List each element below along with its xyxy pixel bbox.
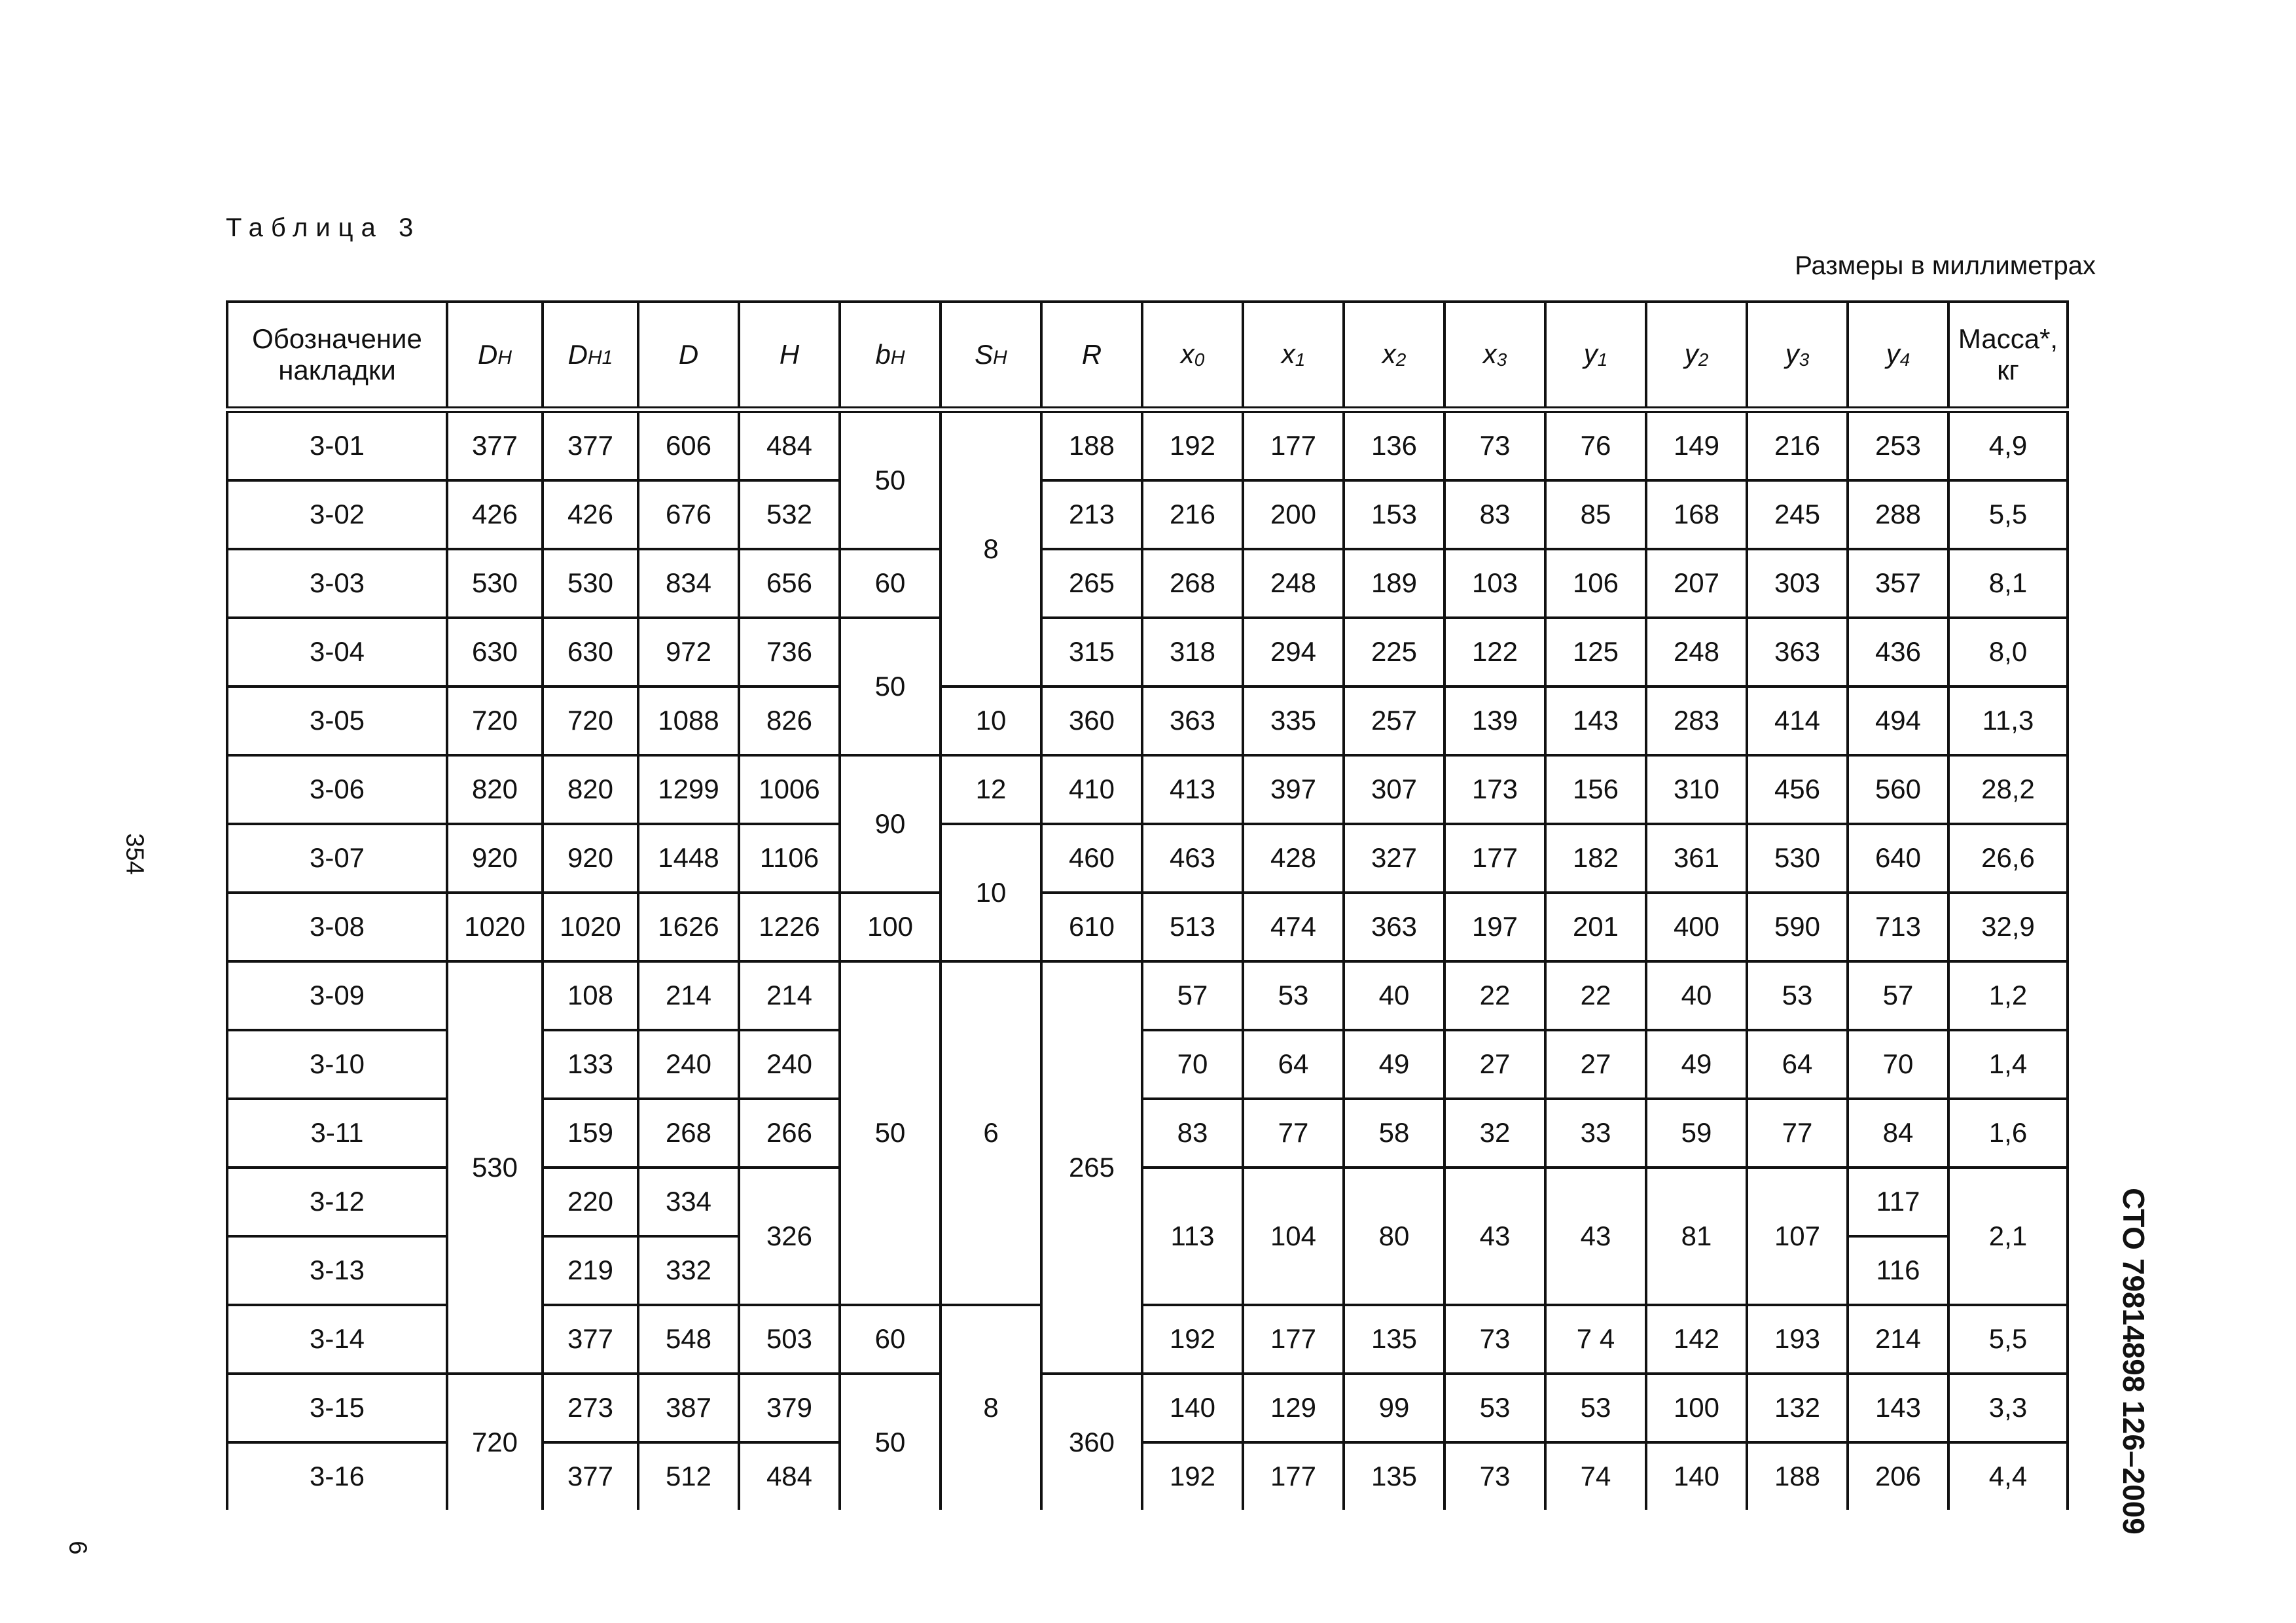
table-caption: Таблица 3 xyxy=(226,213,422,242)
table-row xyxy=(227,687,2068,755)
cell-Dn: 426 xyxy=(447,480,543,549)
cell-x3: 53 xyxy=(1444,1374,1545,1442)
cell-Dn1: 133 xyxy=(543,1030,638,1099)
cell-x1: 77 xyxy=(1243,1099,1344,1168)
header-Dn: DН xyxy=(447,302,543,410)
cell-R: 265 xyxy=(1041,549,1142,618)
cell-R: 410 xyxy=(1041,755,1142,824)
cell-designation: 3-02 xyxy=(227,480,447,549)
cell-bn: 100 xyxy=(840,893,941,961)
header-Sn: SН xyxy=(941,302,1041,410)
header-H: H xyxy=(739,302,840,410)
header-x3: x3 xyxy=(1444,302,1545,410)
cell-x0: 57 xyxy=(1142,961,1243,1030)
cell-y3: 132 xyxy=(1747,1374,1848,1442)
cell-y3: 53 xyxy=(1747,961,1848,1030)
cell-H: 532 xyxy=(739,480,840,549)
cell-Dn: 720 xyxy=(447,1374,543,1510)
cell-Dn1: 920 xyxy=(543,824,638,893)
cell-Dn1: 426 xyxy=(543,480,638,549)
cell-R: 265 xyxy=(1041,961,1142,1374)
cell-x2: 327 xyxy=(1344,824,1444,893)
cell-designation: 3-15 xyxy=(227,1374,447,1442)
cell-H: 656 xyxy=(739,549,840,618)
cell-y4: 253 xyxy=(1848,410,1948,480)
sheet-number: 6 xyxy=(63,1541,92,1555)
header-x0: x0 xyxy=(1142,302,1243,410)
cell-y1: 143 xyxy=(1545,687,1646,755)
cell-x2: 307 xyxy=(1344,755,1444,824)
cell-y2: 81 xyxy=(1646,1168,1747,1305)
cell-y2: 283 xyxy=(1646,687,1747,755)
cell-x2: 99 xyxy=(1344,1374,1444,1442)
cell-x0: 140 xyxy=(1142,1374,1243,1442)
cell-y1: 53 xyxy=(1545,1374,1646,1442)
cell-H: 736 xyxy=(739,618,840,687)
cell-y3: 193 xyxy=(1747,1305,1848,1374)
table-row xyxy=(227,618,2068,687)
cell-y1: 85 xyxy=(1545,480,1646,549)
cell-H: 503 xyxy=(739,1305,840,1374)
cell-x1: 177 xyxy=(1243,1305,1344,1374)
cell-y4: 640 xyxy=(1848,824,1948,893)
cell-x1: 104 xyxy=(1243,1168,1344,1305)
cell-D: 972 xyxy=(638,618,739,687)
header-bn: bН xyxy=(840,302,941,410)
cell-y2: 59 xyxy=(1646,1099,1747,1168)
cell-y1: 33 xyxy=(1545,1099,1646,1168)
cell-D: 1448 xyxy=(638,824,739,893)
cell-x0: 268 xyxy=(1142,549,1243,618)
cell-designation: 3-01 xyxy=(227,410,447,480)
cell-x3: 173 xyxy=(1444,755,1545,824)
cell-Dn1: 219 xyxy=(543,1236,638,1305)
cell-x1: 53 xyxy=(1243,961,1344,1030)
cell-bn: 50 xyxy=(840,961,941,1305)
cell-y1: 182 xyxy=(1545,824,1646,893)
cell-y1: 74 xyxy=(1545,1442,1646,1510)
cell-x3: 27 xyxy=(1444,1030,1545,1099)
cell-designation: 3-04 xyxy=(227,618,447,687)
cell-y3: 216 xyxy=(1747,410,1848,480)
cell-y4: 117 xyxy=(1848,1168,1948,1236)
cell-H: 1006 xyxy=(739,755,840,824)
cell-y4: 84 xyxy=(1848,1099,1948,1168)
cell-mass: 5,5 xyxy=(1948,1305,2068,1374)
cell-mass: 1,6 xyxy=(1948,1099,2068,1168)
cell-x3: 73 xyxy=(1444,1442,1545,1510)
cell-y2: 142 xyxy=(1646,1305,1747,1374)
cell-x1: 474 xyxy=(1243,893,1344,961)
cell-designation: 3-05 xyxy=(227,687,447,755)
cell-D: 1299 xyxy=(638,755,739,824)
cell-R: 213 xyxy=(1041,480,1142,549)
table-row xyxy=(227,549,2068,618)
cell-designation: 3-03 xyxy=(227,549,447,618)
cell-y4: 436 xyxy=(1848,618,1948,687)
cell-y3: 414 xyxy=(1747,687,1848,755)
cell-bn: 50 xyxy=(840,618,941,755)
cell-x3: 73 xyxy=(1444,1305,1545,1374)
cell-x2: 136 xyxy=(1344,410,1444,480)
cell-Sn: 8 xyxy=(941,410,1041,687)
cell-x2: 135 xyxy=(1344,1442,1444,1510)
cell-R: 610 xyxy=(1041,893,1142,961)
cell-Dn: 377 xyxy=(447,410,543,480)
cell-H: 266 xyxy=(739,1099,840,1168)
cell-D: 268 xyxy=(638,1099,739,1168)
cell-x1: 294 xyxy=(1243,618,1344,687)
cell-designation: 3-16 xyxy=(227,1442,447,1510)
header-Dn1: DН1 xyxy=(543,302,638,410)
cell-Dn: 530 xyxy=(447,549,543,618)
cell-y1: 7 4 xyxy=(1545,1305,1646,1374)
cell-designation: 3-07 xyxy=(227,824,447,893)
dimensions-table xyxy=(226,300,2069,1510)
cell-D: 512 xyxy=(638,1442,739,1510)
cell-y1: 106 xyxy=(1545,549,1646,618)
cell-D: 240 xyxy=(638,1030,739,1099)
cell-H: 484 xyxy=(739,1442,840,1510)
table-header-row xyxy=(227,302,2068,410)
cell-y2: 140 xyxy=(1646,1442,1747,1510)
cell-designation: 3-14 xyxy=(227,1305,447,1374)
cell-Dn: 530 xyxy=(447,961,543,1374)
cell-y4: 57 xyxy=(1848,961,1948,1030)
table-row xyxy=(227,410,2068,480)
cell-y4: 70 xyxy=(1848,1030,1948,1099)
cell-designation: 3-13 xyxy=(227,1236,447,1305)
cell-bn: 50 xyxy=(840,1374,941,1510)
cell-Dn1: 377 xyxy=(543,410,638,480)
cell-x2: 80 xyxy=(1344,1168,1444,1305)
cell-D: 1626 xyxy=(638,893,739,961)
cell-y3: 64 xyxy=(1747,1030,1848,1099)
cell-x1: 64 xyxy=(1243,1030,1344,1099)
cell-Dn1: 159 xyxy=(543,1099,638,1168)
table-row xyxy=(227,1374,2068,1442)
cell-y1: 76 xyxy=(1545,410,1646,480)
cell-D: 387 xyxy=(638,1374,739,1442)
cell-x3: 32 xyxy=(1444,1099,1545,1168)
cell-y4: 560 xyxy=(1848,755,1948,824)
cell-designation: 3-10 xyxy=(227,1030,447,1099)
cell-Dn1: 630 xyxy=(543,618,638,687)
cell-H: 214 xyxy=(739,961,840,1030)
cell-y2: 310 xyxy=(1646,755,1747,824)
cell-Dn: 1020 xyxy=(447,893,543,961)
cell-x2: 135 xyxy=(1344,1305,1444,1374)
cell-mass: 2,1 xyxy=(1948,1168,2068,1305)
cell-mass: 26,6 xyxy=(1948,824,2068,893)
cell-designation: 3-08 xyxy=(227,893,447,961)
cell-x0: 83 xyxy=(1142,1099,1243,1168)
cell-mass: 3,3 xyxy=(1948,1374,2068,1442)
cell-Dn: 920 xyxy=(447,824,543,893)
cell-x1: 335 xyxy=(1243,687,1344,755)
cell-y1: 125 xyxy=(1545,618,1646,687)
cell-D: 834 xyxy=(638,549,739,618)
cell-y3: 245 xyxy=(1747,480,1848,549)
cell-H: 826 xyxy=(739,687,840,755)
header-y1: y1 xyxy=(1545,302,1646,410)
header-designation: Обозначение накладки xyxy=(227,302,447,410)
cell-H: 1106 xyxy=(739,824,840,893)
cell-y3: 363 xyxy=(1747,618,1848,687)
table-row xyxy=(227,824,2068,893)
cell-y2: 40 xyxy=(1646,961,1747,1030)
cell-designation: 3-12 xyxy=(227,1168,447,1236)
cell-x3: 22 xyxy=(1444,961,1545,1030)
cell-mass: 8,1 xyxy=(1948,549,2068,618)
table-row xyxy=(227,755,2068,824)
cell-y2: 207 xyxy=(1646,549,1747,618)
document-code: СТО 79814898 126–2009 xyxy=(2117,1188,2151,1535)
cell-y1: 201 xyxy=(1545,893,1646,961)
cell-y1: 27 xyxy=(1545,1030,1646,1099)
cell-Dn: 820 xyxy=(447,755,543,824)
cell-x0: 70 xyxy=(1142,1030,1243,1099)
cell-bn: 60 xyxy=(840,549,941,618)
cell-y2: 248 xyxy=(1646,618,1747,687)
cell-x3: 43 xyxy=(1444,1168,1545,1305)
cell-Sn: 6 xyxy=(941,961,1041,1305)
cell-x0: 463 xyxy=(1142,824,1243,893)
cell-Sn: 10 xyxy=(941,687,1041,755)
cell-y4: 494 xyxy=(1848,687,1948,755)
header-y2: y2 xyxy=(1646,302,1747,410)
document-code-container xyxy=(2115,1152,2152,1571)
cell-H: 484 xyxy=(739,410,840,480)
cell-Dn1: 1020 xyxy=(543,893,638,961)
cell-mass: 32,9 xyxy=(1948,893,2068,961)
cell-y4: 116 xyxy=(1848,1236,1948,1305)
cell-x2: 40 xyxy=(1344,961,1444,1030)
cell-D: 676 xyxy=(638,480,739,549)
cell-D: 332 xyxy=(638,1236,739,1305)
cell-y2: 100 xyxy=(1646,1374,1747,1442)
cell-Dn1: 108 xyxy=(543,961,638,1030)
cell-y2: 168 xyxy=(1646,480,1747,549)
cell-R: 188 xyxy=(1041,410,1142,480)
cell-D: 548 xyxy=(638,1305,739,1374)
cell-x3: 73 xyxy=(1444,410,1545,480)
cell-Dn1: 720 xyxy=(543,687,638,755)
cell-y4: 214 xyxy=(1848,1305,1948,1374)
cell-Sn: 8 xyxy=(941,1305,1041,1510)
cell-R: 360 xyxy=(1041,687,1142,755)
cell-x3: 197 xyxy=(1444,893,1545,961)
cell-x2: 58 xyxy=(1344,1099,1444,1168)
cell-H: 379 xyxy=(739,1374,840,1442)
cell-R: 360 xyxy=(1041,1374,1142,1510)
cell-x1: 129 xyxy=(1243,1374,1344,1442)
cell-x1: 200 xyxy=(1243,480,1344,549)
cell-x1: 397 xyxy=(1243,755,1344,824)
cell-y4: 713 xyxy=(1848,893,1948,961)
cell-y4: 206 xyxy=(1848,1442,1948,1510)
cell-y4: 357 xyxy=(1848,549,1948,618)
header-D: D xyxy=(638,302,739,410)
cell-Dn1: 273 xyxy=(543,1374,638,1442)
cell-x0: 192 xyxy=(1142,1305,1243,1374)
cell-designation: 3-09 xyxy=(227,961,447,1030)
cell-y1: 156 xyxy=(1545,755,1646,824)
cell-Sn: 10 xyxy=(941,824,1041,961)
cell-bn: 50 xyxy=(840,410,941,549)
cell-x3: 177 xyxy=(1444,824,1545,893)
cell-bn: 90 xyxy=(840,755,941,893)
cell-y2: 361 xyxy=(1646,824,1747,893)
cell-D: 606 xyxy=(638,410,739,480)
cell-x1: 428 xyxy=(1243,824,1344,893)
cell-y2: 49 xyxy=(1646,1030,1747,1099)
cell-D: 1088 xyxy=(638,687,739,755)
cell-x2: 189 xyxy=(1344,549,1444,618)
cell-x0: 192 xyxy=(1142,410,1243,480)
cell-Dn1: 530 xyxy=(543,549,638,618)
cell-mass: 4,4 xyxy=(1948,1442,2068,1510)
cell-x0: 413 xyxy=(1142,755,1243,824)
cell-y4: 143 xyxy=(1848,1374,1948,1442)
cell-y3: 188 xyxy=(1747,1442,1848,1510)
cell-Dn1: 220 xyxy=(543,1168,638,1236)
cell-y2: 400 xyxy=(1646,893,1747,961)
header-x1: x1 xyxy=(1243,302,1344,410)
cell-y3: 530 xyxy=(1747,824,1848,893)
cell-mass: 28,2 xyxy=(1948,755,2068,824)
cell-x0: 363 xyxy=(1142,687,1243,755)
cell-Dn: 630 xyxy=(447,618,543,687)
cell-x2: 49 xyxy=(1344,1030,1444,1099)
cell-y1: 22 xyxy=(1545,961,1646,1030)
table-row xyxy=(227,480,2068,549)
cell-Dn1: 377 xyxy=(543,1305,638,1374)
cell-x0: 513 xyxy=(1142,893,1243,961)
cell-x1: 248 xyxy=(1243,549,1344,618)
cell-x0: 216 xyxy=(1142,480,1243,549)
cell-y3: 77 xyxy=(1747,1099,1848,1168)
cell-x2: 257 xyxy=(1344,687,1444,755)
cell-mass: 8,0 xyxy=(1948,618,2068,687)
cell-H: 240 xyxy=(739,1030,840,1099)
cell-y3: 107 xyxy=(1747,1168,1848,1305)
cell-mass: 11,3 xyxy=(1948,687,2068,755)
table-row xyxy=(227,961,2068,1030)
cell-y2: 149 xyxy=(1646,410,1747,480)
cell-x2: 225 xyxy=(1344,618,1444,687)
cell-Dn1: 377 xyxy=(543,1442,638,1510)
cell-x1: 177 xyxy=(1243,410,1344,480)
cell-x1: 177 xyxy=(1243,1442,1344,1510)
cell-designation: 3-11 xyxy=(227,1099,447,1168)
cell-mass: 4,9 xyxy=(1948,410,2068,480)
header-y3: y3 xyxy=(1747,302,1848,410)
page-number: 354 xyxy=(120,833,149,875)
cell-bn: 60 xyxy=(840,1305,941,1374)
cell-H: 1226 xyxy=(739,893,840,961)
cell-x3: 83 xyxy=(1444,480,1545,549)
cell-designation: 3-06 xyxy=(227,755,447,824)
cell-x3: 122 xyxy=(1444,618,1545,687)
cell-x2: 363 xyxy=(1344,893,1444,961)
cell-mass: 5,5 xyxy=(1948,480,2068,549)
cell-R: 315 xyxy=(1041,618,1142,687)
cell-Dn1: 820 xyxy=(543,755,638,824)
cell-y4: 288 xyxy=(1848,480,1948,549)
cell-x2: 153 xyxy=(1344,480,1444,549)
header-R: R xyxy=(1041,302,1142,410)
cell-Sn: 12 xyxy=(941,755,1041,824)
header-mass: Масса*, кг xyxy=(1948,302,2068,410)
cell-R: 460 xyxy=(1041,824,1142,893)
cell-x0: 192 xyxy=(1142,1442,1243,1510)
cell-y1: 43 xyxy=(1545,1168,1646,1305)
table-row xyxy=(227,893,2068,961)
cell-D: 214 xyxy=(638,961,739,1030)
cell-x3: 139 xyxy=(1444,687,1545,755)
cell-y3: 590 xyxy=(1747,893,1848,961)
cell-y3: 303 xyxy=(1747,549,1848,618)
cell-x3: 103 xyxy=(1444,549,1545,618)
cell-H: 326 xyxy=(739,1168,840,1305)
cell-y3: 456 xyxy=(1747,755,1848,824)
cell-mass: 1,4 xyxy=(1948,1030,2068,1099)
header-x2: x2 xyxy=(1344,302,1444,410)
cell-D: 334 xyxy=(638,1168,739,1236)
cell-x0: 113 xyxy=(1142,1168,1243,1305)
units-note: Размеры в миллиметрах xyxy=(1795,251,2096,280)
cell-mass: 1,2 xyxy=(1948,961,2068,1030)
cell-x0: 318 xyxy=(1142,618,1243,687)
cell-Dn: 720 xyxy=(447,687,543,755)
header-y4: y4 xyxy=(1848,302,1948,410)
